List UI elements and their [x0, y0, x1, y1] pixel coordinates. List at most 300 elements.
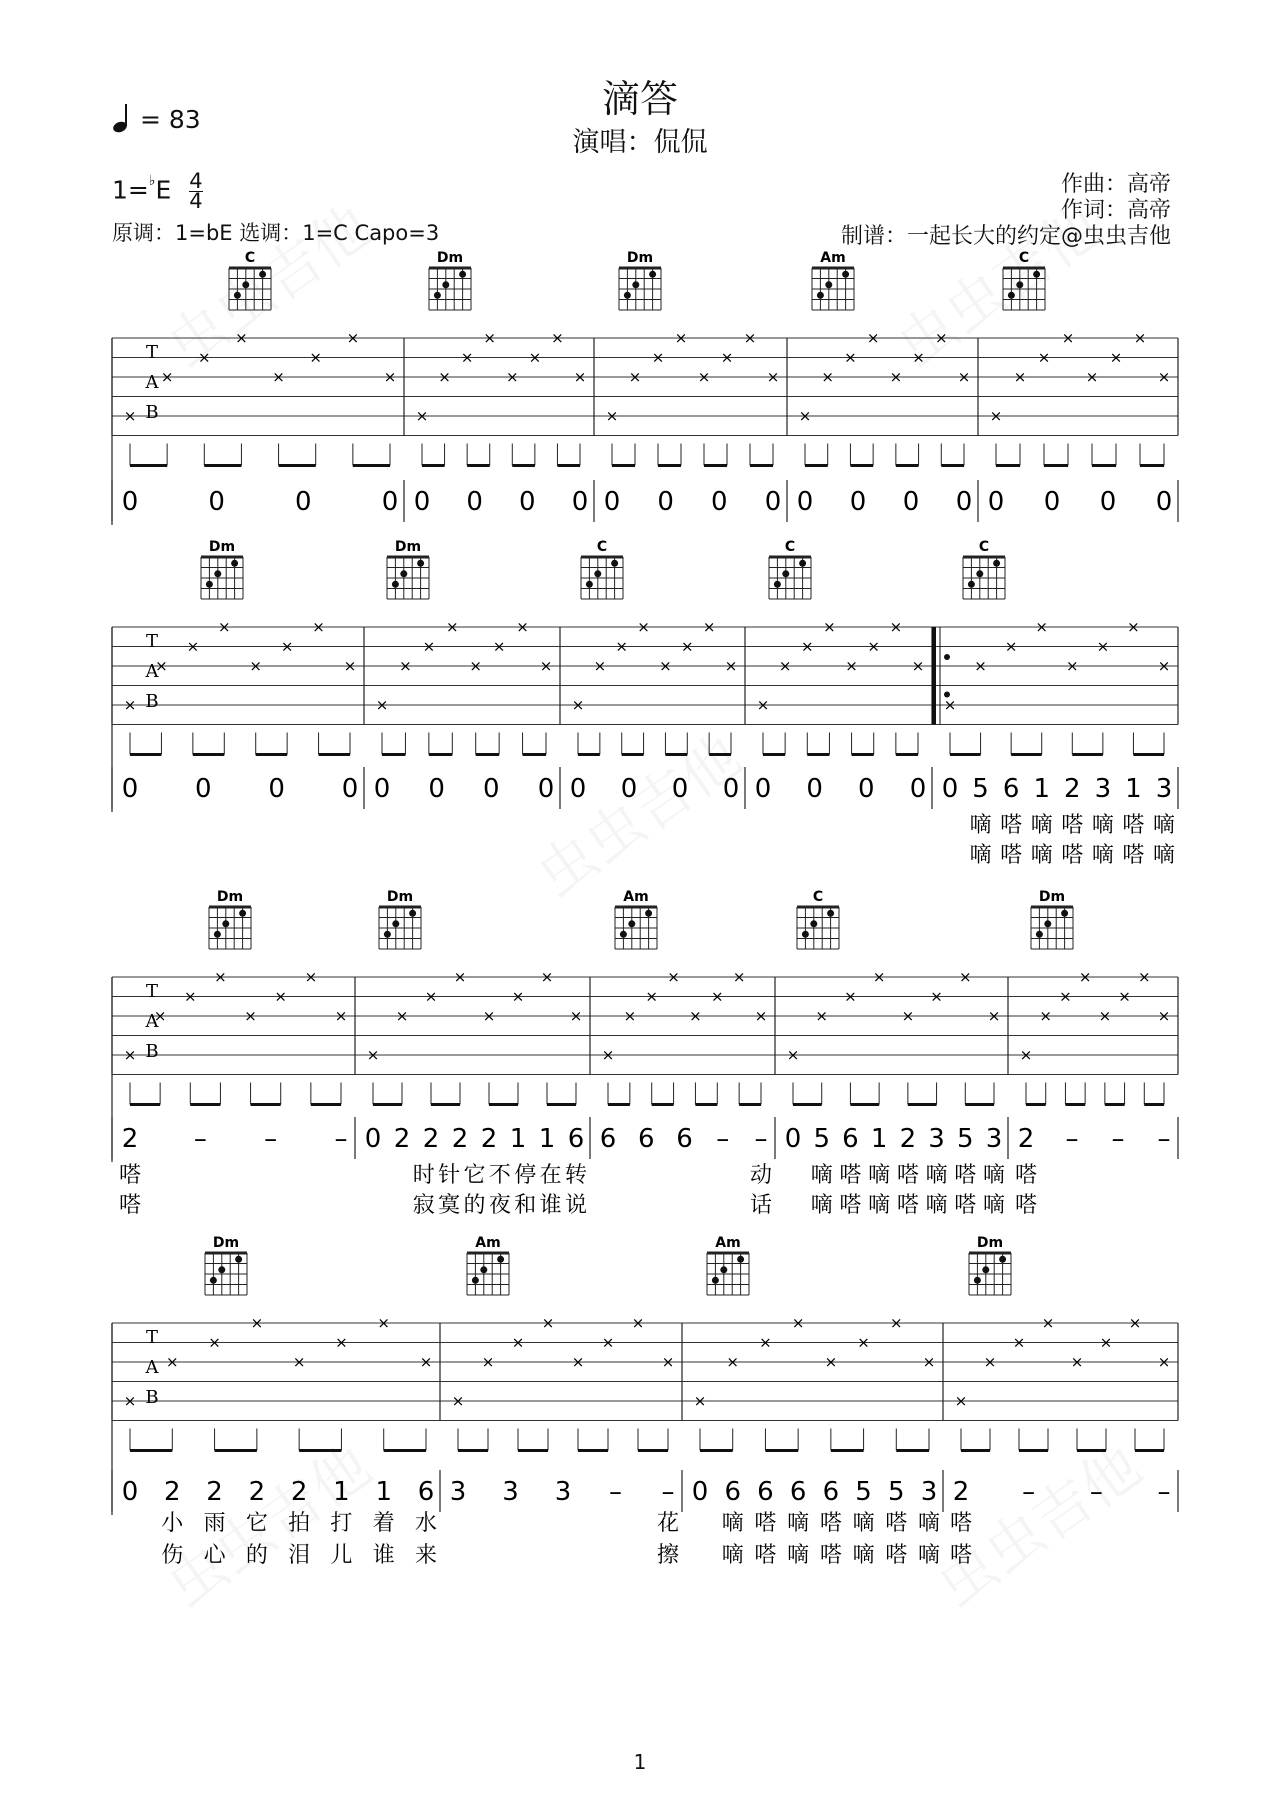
- tab-x-mark: ×: [1085, 368, 1099, 386]
- lyric-char: 儿: [330, 1543, 353, 1568]
- jianpu-note: 3: [920, 1477, 938, 1507]
- tab-x-mark: ×: [569, 1007, 583, 1025]
- chord-finger-dot: [982, 1266, 989, 1273]
- jianpu-note: –: [1065, 1124, 1079, 1154]
- lyric-char: 它: [245, 1511, 268, 1536]
- jianpu-note: 0: [711, 487, 728, 517]
- tab-x-mark: ×: [419, 1353, 433, 1371]
- chord-finger-dot: [799, 560, 806, 567]
- lyric-char: 嘀: [721, 1511, 744, 1536]
- tab-x-mark: ×: [366, 1046, 380, 1064]
- lyric-char: 转: [564, 1163, 588, 1188]
- tab-x-mark: ×: [1098, 1007, 1112, 1025]
- jianpu-note: 2: [290, 1477, 308, 1507]
- tab-x-mark: ×: [160, 368, 174, 386]
- chord-finger-dot: [239, 910, 246, 917]
- time-bottom: 4: [189, 189, 203, 213]
- lyric-char: 时: [412, 1163, 435, 1188]
- tab-x-mark: ×: [726, 1353, 740, 1371]
- lyric-char: 寞: [438, 1193, 461, 1218]
- time-top: 4: [189, 169, 203, 193]
- lyric-char: 嗒: [885, 1543, 908, 1568]
- page-number: 1: [633, 1750, 647, 1774]
- tab-x-mark: ×: [778, 657, 792, 675]
- tab-x-mark: ×: [460, 348, 474, 367]
- tab-x-mark: ×: [375, 696, 389, 714]
- jianpu-note: 2: [899, 1124, 917, 1154]
- lyric-char: 着: [372, 1511, 395, 1536]
- tab-x-mark: ×: [453, 968, 467, 986]
- tab-x-mark: ×: [710, 987, 724, 1006]
- tab-x-mark: ×: [208, 1333, 221, 1352]
- jianpu-note: 0: [620, 774, 638, 804]
- tab-x-mark: ×: [438, 368, 451, 386]
- tab-x-mark: ×: [667, 968, 680, 986]
- jianpu-note: 3: [502, 1477, 519, 1507]
- jianpu-note: 0: [691, 1477, 709, 1507]
- chord-finger-dot: [214, 931, 221, 938]
- jianpu-note: 1: [1033, 774, 1050, 804]
- tab-x-mark: ×: [274, 987, 288, 1006]
- tab-x-mark: ×: [867, 637, 881, 656]
- lyric-char: 话: [749, 1193, 773, 1218]
- tab-x-mark: ×: [292, 1353, 306, 1371]
- tab-x-mark: ×: [800, 637, 814, 656]
- tab-x-mark: ×: [505, 368, 519, 386]
- chord-finger-dot: [231, 560, 238, 567]
- chord-name: Dm: [394, 539, 422, 555]
- tab-x-mark: ×: [511, 987, 525, 1006]
- chord-name: Dm: [216, 889, 244, 905]
- tab-x-mark: ×: [989, 407, 1003, 425]
- lyric-char: 嘀: [917, 1511, 941, 1536]
- jianpu-note: 0: [341, 774, 359, 804]
- tab-clef-letter: T: [145, 981, 159, 1002]
- tab-x-mark: ×: [958, 968, 972, 986]
- chord-finger-dot: [1033, 271, 1040, 278]
- chord-finger-dot: [628, 920, 635, 927]
- tab-x-mark: ×: [889, 368, 903, 386]
- lyric-char: 谁: [539, 1193, 562, 1218]
- jianpu-note: 0: [413, 487, 431, 517]
- lyric-char: 雨: [203, 1511, 226, 1536]
- chord-finger-dot: [968, 581, 975, 588]
- lyric-char: 打: [330, 1511, 353, 1536]
- tab-x-mark: ×: [983, 1353, 997, 1371]
- tab-x-mark: ×: [623, 1007, 637, 1025]
- tab-x-mark: ×: [702, 618, 716, 636]
- tab-x-mark: ×: [280, 637, 294, 656]
- tab-x-mark: ×: [123, 407, 137, 425]
- jianpu-note: 3: [1155, 774, 1173, 804]
- jianpu-note: 1: [509, 1124, 527, 1154]
- tab-x-mark: ×: [1157, 1007, 1171, 1025]
- jianpu-note: 0: [537, 774, 555, 804]
- tab-x-mark: ×: [1128, 1314, 1142, 1332]
- tab-x-mark: ×: [1035, 618, 1049, 636]
- jianpu-note: 3: [985, 1124, 1003, 1154]
- tab-clef-letter: A: [145, 1357, 159, 1378]
- chord-finger-dot: [712, 1277, 719, 1284]
- chord-name: Dm: [626, 250, 654, 266]
- tab-x-mark: ×: [155, 657, 168, 675]
- tab-x-mark: ×: [304, 968, 318, 986]
- lyric-char: 在: [539, 1163, 562, 1188]
- tab-x-mark: ×: [645, 987, 659, 1006]
- lyric-char: 嘀: [721, 1543, 744, 1568]
- lyric-char: 嗒: [954, 1163, 977, 1188]
- tab-x-mark: ×: [197, 348, 211, 367]
- lyric-char: 嘀: [1091, 843, 1114, 868]
- tab-x-mark: ×: [186, 637, 200, 656]
- lyric-char: 嘀: [1152, 813, 1176, 838]
- chord-finger-dot: [222, 920, 229, 927]
- tab-x-mark: ×: [857, 1333, 870, 1352]
- jianpu-note: 3: [449, 1477, 467, 1507]
- tab-x-mark: ×: [250, 1314, 264, 1332]
- jianpu-note: 0: [268, 774, 285, 804]
- tab-x-mark: ×: [954, 1392, 968, 1410]
- tab-x-mark: ×: [759, 1333, 772, 1352]
- lyric-char: 嗒: [1122, 813, 1145, 838]
- tab-clef-letter: B: [145, 691, 159, 712]
- lyric-char: 嘀: [969, 813, 992, 838]
- chord-name: C: [596, 539, 608, 555]
- tab-x-mark: ×: [1019, 1046, 1033, 1064]
- tab-x-mark: ×: [335, 1333, 348, 1352]
- chord-name: Am: [820, 250, 846, 266]
- lyric-char: 嗒: [754, 1511, 777, 1536]
- tab-x-mark: ×: [943, 696, 957, 714]
- tab-x-mark: ×: [651, 348, 665, 367]
- tab-x-mark: ×: [1059, 987, 1072, 1006]
- jianpu-note: 0: [121, 774, 139, 804]
- chord-finger-dot: [400, 570, 407, 577]
- tab-x-mark: ×: [930, 987, 943, 1006]
- arranger-credit: 制谱：一起长大的约定@虫虫吉他: [840, 224, 1171, 249]
- chord-finger-dot: [645, 910, 652, 917]
- chord-finger-dot: [649, 271, 656, 278]
- jianpu-note: 1: [333, 1477, 350, 1507]
- tab-x-mark: ×: [798, 407, 812, 425]
- tab-x-mark: ×: [754, 1007, 768, 1025]
- jianpu-note: 0: [806, 774, 823, 804]
- lyric-char: 和: [514, 1193, 537, 1218]
- jianpu-note: 5: [972, 774, 989, 804]
- composer-credit: 作曲：高帝: [1060, 172, 1171, 197]
- tab-x-mark: ×: [720, 348, 734, 367]
- tab-x-mark: ×: [697, 368, 711, 386]
- tab-x-mark: ×: [399, 657, 412, 675]
- lyric-char: 嘀: [810, 1193, 833, 1218]
- chord-finger-dot: [817, 292, 824, 299]
- tab-x-mark: ×: [1157, 368, 1171, 386]
- tab-x-mark: ×: [481, 1353, 495, 1371]
- tab-x-mark: ×: [415, 407, 429, 425]
- chord-finger-dot: [472, 1277, 479, 1284]
- lyric-char: 嗒: [885, 1511, 908, 1536]
- chord-name: C: [978, 539, 990, 555]
- lyric-char: 停: [514, 1163, 537, 1188]
- chord-finger-dot: [999, 1256, 1006, 1263]
- tab-x-mark: ×: [987, 1007, 1001, 1025]
- song-title: 滴答: [601, 77, 678, 121]
- lyric-char: 嘀: [787, 1511, 810, 1536]
- jianpu-note: –: [193, 1124, 207, 1154]
- tab-x-mark: ×: [601, 1046, 615, 1064]
- lyricist-credit: 作词：高帝: [1060, 198, 1171, 223]
- jianpu-note: –: [1022, 1477, 1036, 1507]
- jianpu-note: 5: [813, 1124, 830, 1154]
- chord-finger-dot: [737, 1256, 744, 1263]
- lyric-char: 动: [749, 1163, 773, 1188]
- chord-finger-dot: [976, 570, 983, 577]
- jianpu-note: 0: [603, 487, 621, 517]
- tab-x-mark: ×: [123, 1392, 137, 1410]
- tempo-value: = 83: [139, 105, 201, 134]
- lyric-char: 嗒: [1014, 1163, 1038, 1188]
- chord-name: C: [1018, 250, 1030, 266]
- tab-x-mark: ×: [689, 1007, 702, 1025]
- jianpu-note: 2: [164, 1477, 181, 1507]
- chord-finger-dot: [993, 560, 1000, 567]
- jianpu-note: 0: [796, 487, 814, 517]
- jianpu-note: 0: [428, 774, 445, 804]
- lyric-char: 嘀: [852, 1511, 875, 1536]
- tab-x-mark: ×: [235, 329, 248, 347]
- jianpu-note: 0: [208, 487, 225, 517]
- lyric-char: 夜: [488, 1193, 511, 1218]
- tab-x-mark: ×: [123, 1046, 137, 1064]
- chord-finger-dot: [1036, 931, 1043, 938]
- chord-finger-dot: [218, 1266, 225, 1273]
- jianpu-note: 0: [364, 1124, 382, 1154]
- chord-finger-dot: [259, 271, 266, 278]
- tab-x-mark: ×: [786, 1046, 800, 1064]
- jianpu-note: 3: [928, 1124, 945, 1154]
- jianpu-note: 0: [381, 487, 399, 517]
- lyric-char: 嘀: [868, 1193, 891, 1218]
- chord-finger-dot: [480, 1266, 487, 1273]
- lyric-char: 的: [245, 1543, 268, 1568]
- tab-x-mark: ×: [346, 329, 360, 347]
- jianpu-note: 2: [451, 1124, 469, 1154]
- tab-x-mark: ×: [1118, 987, 1131, 1006]
- tab-x-mark: ×: [912, 348, 925, 367]
- chord-name: Dm: [976, 1235, 1004, 1251]
- original-key-info: 原调：1=bE 选调：1=C Capo=3: [112, 221, 440, 245]
- tab-x-mark: ×: [815, 1007, 829, 1025]
- jianpu-note: 0: [466, 487, 483, 517]
- chord-finger-dot: [1008, 292, 1015, 299]
- chord-name: C: [784, 539, 796, 555]
- lyric-char: 嗒: [896, 1163, 919, 1188]
- jianpu-note: –: [264, 1124, 278, 1154]
- tab-x-mark: ×: [395, 1007, 409, 1025]
- tab-x-mark: ×: [1109, 348, 1123, 367]
- jianpu-note: 2: [121, 1124, 139, 1154]
- tab-x-mark: ×: [551, 329, 564, 347]
- jianpu-note: 0: [754, 774, 772, 804]
- lyric-char: 嗒: [1061, 843, 1084, 868]
- chord-finger-dot: [214, 570, 221, 577]
- lyric-char: 心: [203, 1543, 226, 1568]
- jianpu-note: 0: [784, 1124, 802, 1154]
- lyric-char: 嗒: [1000, 813, 1023, 838]
- tab-x-mark: ×: [516, 618, 529, 636]
- tab-x-mark: ×: [571, 1353, 585, 1371]
- chord-name: Am: [715, 1235, 741, 1251]
- tab-x-mark: ×: [573, 368, 587, 386]
- chord-finger-dot: [1016, 281, 1023, 288]
- jianpu-note: 0: [849, 487, 867, 517]
- lyric-char: 嗒: [1122, 843, 1145, 868]
- tab-x-mark: ×: [791, 1314, 805, 1332]
- chord-finger-dot: [632, 281, 639, 288]
- tab-x-mark: ×: [766, 368, 780, 386]
- lyric-char: 它: [463, 1163, 486, 1188]
- jianpu-note: –: [1111, 1124, 1125, 1154]
- jianpu-note: 2: [1017, 1124, 1035, 1154]
- tab-x-mark: ×: [424, 987, 438, 1006]
- tab-x-mark: ×: [445, 618, 459, 636]
- tab-clef-letter: B: [145, 402, 159, 423]
- tab-x-mark: ×: [153, 1007, 167, 1025]
- chord-name: C: [244, 250, 256, 266]
- tab-x-mark: ×: [1061, 329, 1075, 347]
- jianpu-note: 5: [888, 1477, 905, 1507]
- chord-finger-dot: [206, 581, 213, 588]
- chord-finger-dot: [842, 271, 849, 278]
- tab-x-mark: ×: [492, 637, 506, 656]
- jianpu-note: 0: [373, 774, 391, 804]
- jianpu-note: 0: [1155, 487, 1173, 517]
- tab-x-mark: ×: [934, 329, 948, 347]
- tab-x-mark: ×: [631, 1314, 645, 1332]
- jianpu-note: 6: [842, 1124, 859, 1154]
- chord-name: Dm: [386, 889, 414, 905]
- chord-finger-dot: [624, 292, 631, 299]
- tab-x-mark: ×: [1096, 637, 1110, 656]
- lyric-char: 嘀: [852, 1543, 875, 1568]
- tab-x-mark: ×: [922, 1353, 936, 1371]
- jianpu-note: 2: [952, 1477, 970, 1507]
- tab-x-mark: ×: [659, 657, 672, 675]
- lyric-char: 拍: [288, 1511, 311, 1536]
- tab-x-mark: ×: [872, 968, 886, 986]
- tab-x-mark: ×: [901, 1007, 915, 1025]
- tab-x-mark: ×: [469, 657, 483, 675]
- tab-x-mark: ×: [628, 368, 642, 386]
- jianpu-note: 2: [480, 1124, 498, 1154]
- lyric-char: 嘀: [868, 1163, 891, 1188]
- tab-x-mark: ×: [866, 329, 880, 347]
- tab-x-mark: ×: [1039, 1007, 1053, 1025]
- tab-x-mark: ×: [165, 1353, 179, 1371]
- jianpu-note: –: [754, 1124, 768, 1154]
- lyric-char: 泪: [288, 1543, 311, 1568]
- tab-x-mark: ×: [693, 1392, 707, 1410]
- chord-finger-dot: [825, 281, 832, 288]
- lyric-char: 擦: [656, 1543, 680, 1568]
- tab-x-mark: ×: [528, 348, 542, 367]
- tab-x-mark: ×: [615, 637, 629, 656]
- lyric-char: 嘀: [917, 1543, 941, 1568]
- jianpu-note: 1: [375, 1477, 392, 1507]
- jianpu-note: 6: [757, 1477, 774, 1507]
- chord-finger-dot: [242, 281, 249, 288]
- lyric-char: 嘀: [1030, 843, 1053, 868]
- tab-x-mark: ×: [1157, 657, 1171, 675]
- repeat-dot: [944, 654, 950, 660]
- lyric-char: 嘀: [982, 1163, 1006, 1188]
- jianpu-note: 2: [393, 1124, 411, 1154]
- tab-x-mark: ×: [1137, 968, 1151, 986]
- tab-x-mark: ×: [605, 407, 619, 425]
- tab-x-mark: ×: [743, 329, 757, 347]
- lyric-char: 水: [414, 1511, 438, 1536]
- jianpu-note: 0: [722, 774, 740, 804]
- tab-x-mark: ×: [957, 368, 971, 386]
- tab-x-mark: ×: [541, 1314, 555, 1332]
- chord-finger-dot: [497, 1256, 504, 1263]
- tab-x-mark: ×: [309, 348, 323, 367]
- chord-finger-dot: [802, 931, 809, 938]
- lyric-char: 嘀: [925, 1163, 948, 1188]
- chord-finger-dot: [235, 1256, 242, 1263]
- jianpu-note: 0: [657, 487, 674, 517]
- tab-clef-letter: T: [145, 1327, 159, 1348]
- lyric-char: 嗒: [1000, 843, 1023, 868]
- tab-x-mark: ×: [845, 657, 858, 675]
- lyric-char: 来: [414, 1543, 438, 1568]
- chord-finger-dot: [234, 292, 241, 299]
- jianpu-note: –: [716, 1124, 730, 1154]
- tab-x-mark: ×: [249, 657, 263, 675]
- tab-x-mark: ×: [272, 368, 285, 386]
- chord-finger-dot: [974, 1277, 981, 1284]
- chord-finger-dot: [210, 1277, 217, 1284]
- tab-x-mark: ×: [422, 637, 436, 656]
- tab-x-mark: ×: [451, 1392, 465, 1410]
- tab-x-mark: ×: [844, 987, 857, 1006]
- tab-clef-letter: A: [145, 372, 159, 393]
- tab-x-mark: ×: [1127, 618, 1140, 636]
- chord-finger-dot: [720, 1266, 727, 1273]
- jianpu-note: –: [1089, 1477, 1103, 1507]
- tab-x-mark: ×: [593, 657, 607, 675]
- lyric-char: 嗒: [819, 1543, 842, 1568]
- key-prefix: 1=: [112, 175, 149, 205]
- tab-x-mark: ×: [756, 696, 770, 714]
- jianpu-note: 6: [724, 1477, 741, 1507]
- jianpu-note: 6: [599, 1124, 617, 1154]
- tab-x-mark: ×: [824, 1353, 838, 1371]
- tab-x-mark: ×: [539, 657, 553, 675]
- chord-finger-dot: [774, 581, 781, 588]
- jianpu-note: 0: [483, 774, 500, 804]
- jianpu-note: 0: [571, 487, 589, 517]
- lyric-char: 嗒: [949, 1511, 973, 1536]
- jianpu-note: –: [609, 1477, 622, 1507]
- tab-x-mark: ×: [1065, 657, 1079, 675]
- lyric-char: 小: [161, 1511, 184, 1536]
- lyric-char: 嘀: [982, 1193, 1006, 1218]
- tab-x-mark: ×: [244, 1007, 257, 1025]
- tab-x-mark: ×: [511, 1333, 525, 1352]
- chord-finger-dot: [827, 910, 834, 917]
- chord-finger-dot: [392, 920, 399, 927]
